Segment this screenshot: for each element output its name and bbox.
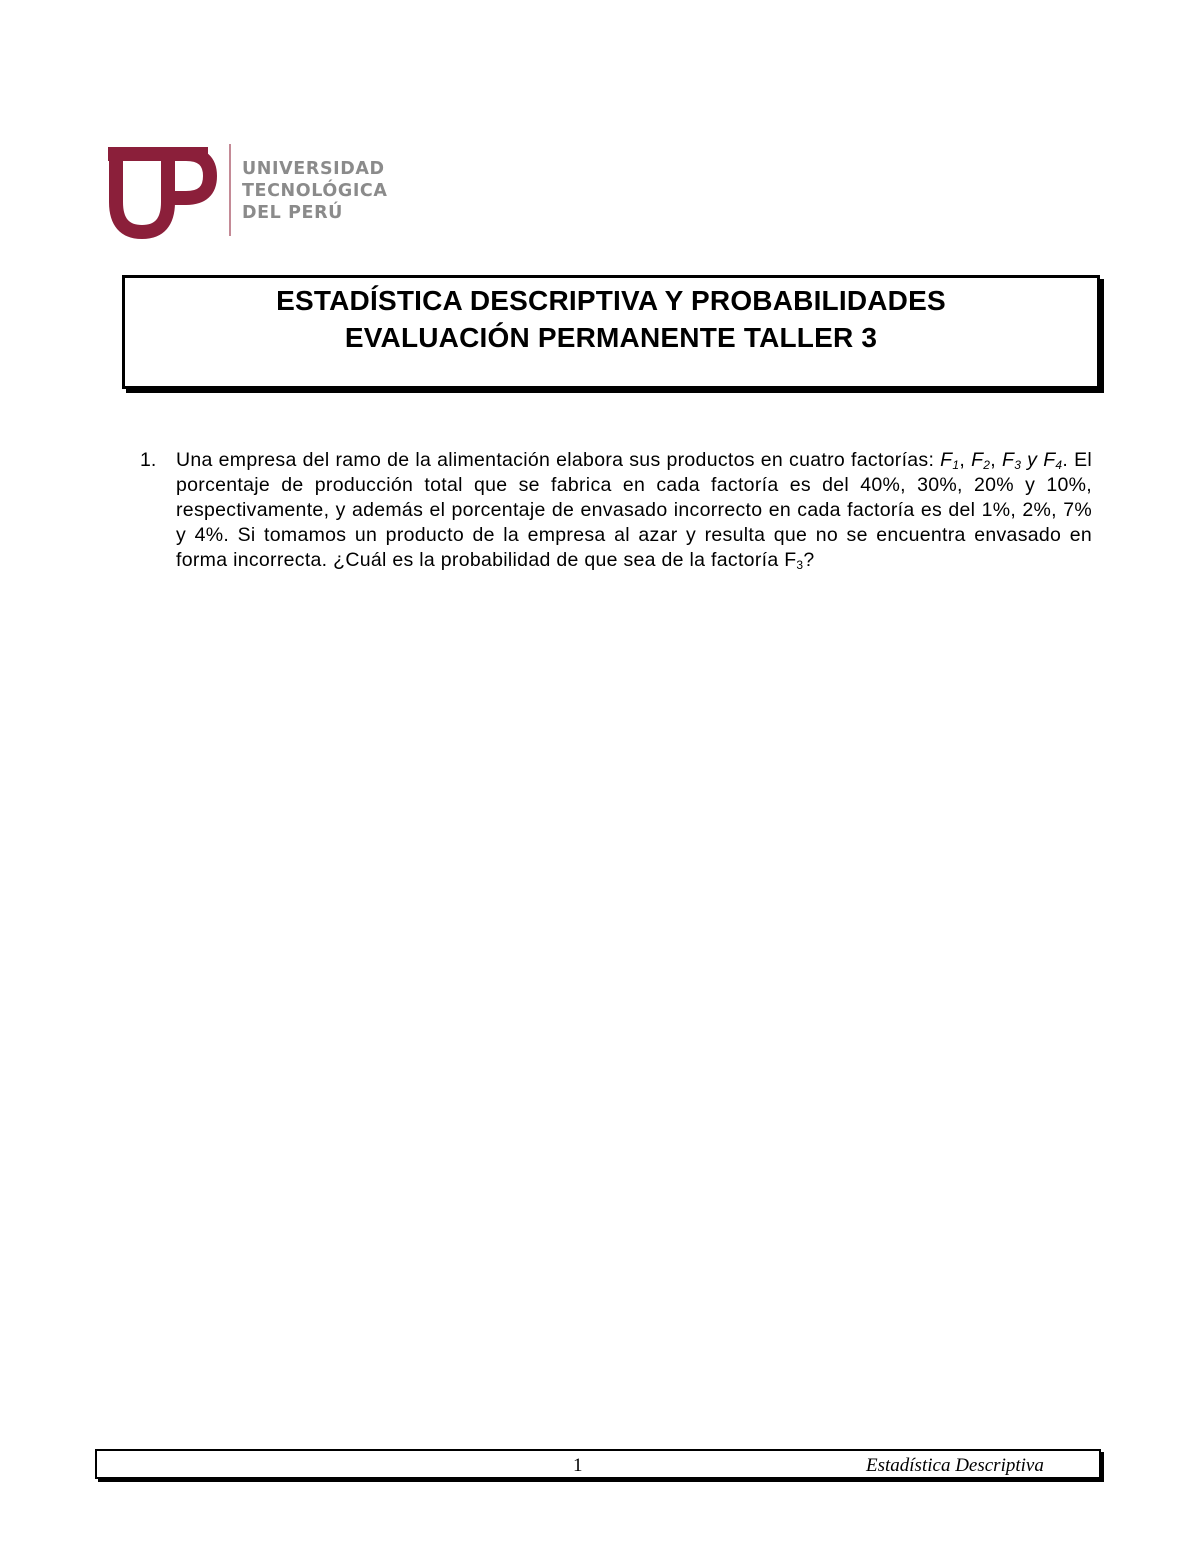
logo-line-1: UNIVERSIDAD [242, 159, 385, 179]
question-text: Una empresa del ramo de la alimentación elabora sus productos en cuatro factorías: $F_1$, $F_2$, $F_3$ y $F_4$. El porcentaje de producción total que se fabrica en cada factoría es del 40%, 30%, 20% y 10%, respectivamente, y además el porcentaje de envasado incorrecto en cada factoría es del 1%, 2%, 7% y 4%. Si tomamos un producto de la empresa al azar y resulta que no se encuentra envasado en forma incorrecta. ¿Cuál es la probabilidad de que sea de la factoría $F_3$? [176, 449, 1093, 572]
document-subtitle: EVALUACIÓN PERMANENTE TALLER 3 [344, 322, 878, 353]
utp-logo-icon [108, 140, 218, 240]
title-box [122, 275, 1100, 389]
page-number: 1 [573, 1455, 583, 1476]
factory-f4: $F_4$ [1043, 449, 1063, 472]
page-footer [95, 1449, 1101, 1479]
factory-f3-query: $F_3$ [784, 549, 804, 572]
factory-f2: $F_2$ [971, 449, 991, 472]
factory-f3: $F_3$ [1001, 449, 1022, 472]
document-title: ESTADÍSTICA DESCRIPTIVA Y PROBABILIDADES [276, 285, 946, 316]
logo-line-3: DEL PERÚ [242, 203, 343, 223]
factory-f1: $F_1$ [940, 449, 960, 472]
question-number: 1. [140, 449, 157, 471]
logo-divider [229, 144, 231, 236]
university-logo [108, 140, 398, 240]
logo-line-2: TECNOLÓGICA [242, 181, 388, 201]
footer-subject: Estadística Descriptiva [866, 1455, 1044, 1476]
logo-wordmark [242, 158, 388, 224]
question-1 [140, 448, 1092, 573]
